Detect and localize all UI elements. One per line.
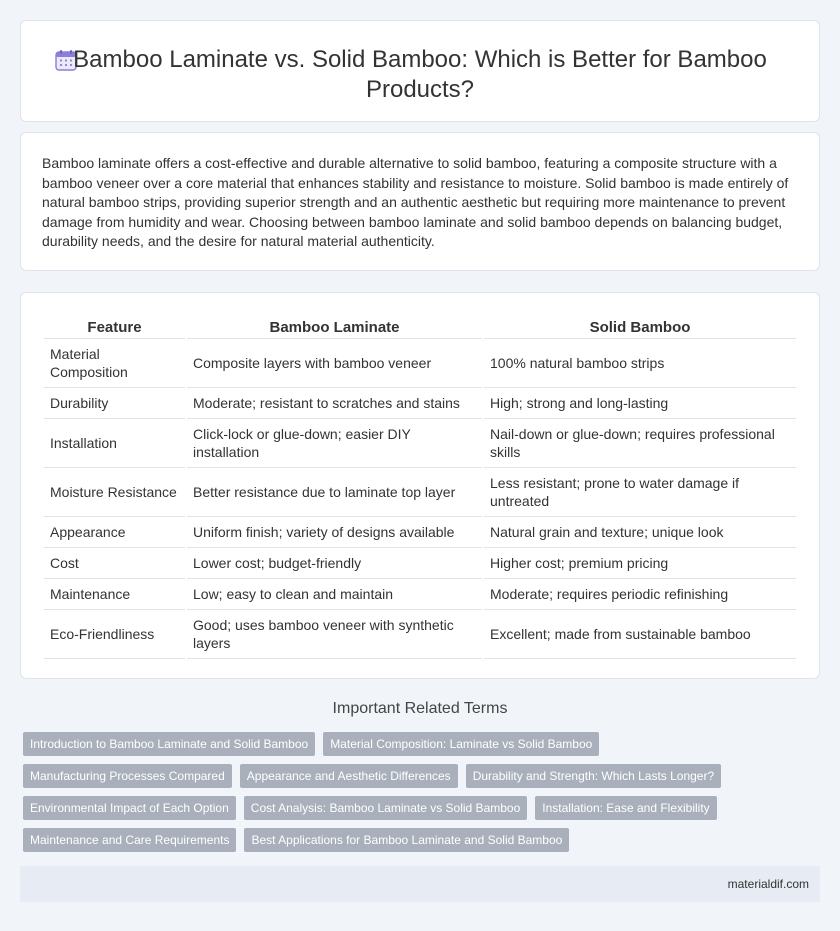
header-feature: Feature: [44, 316, 185, 339]
row-feature: Eco-Friendliness: [44, 610, 185, 659]
row-feature: Cost: [44, 548, 185, 579]
comparison-card: [20, 292, 820, 679]
comparison-table: [42, 316, 798, 659]
footer-site-name: materialdif.com: [727, 877, 809, 891]
row-feature: Durability: [44, 388, 185, 419]
row-laminate: Lower cost; budget-friendly: [187, 548, 482, 579]
header-solid-bamboo: Solid Bamboo: [484, 316, 796, 339]
row-solid: Excellent; made from sustainable bamboo: [484, 610, 796, 659]
related-term-tag[interactable]: Maintenance and Care Requirements: [23, 828, 236, 852]
related-term-tag[interactable]: Material Composition: Laminate vs Solid Bamboo: [323, 732, 599, 756]
header-bamboo-laminate: Bamboo Laminate: [187, 316, 482, 339]
row-feature: Appearance: [44, 517, 185, 548]
table-row: [44, 388, 796, 419]
footer: [20, 866, 820, 902]
table-row: [44, 610, 796, 659]
related-term-tag[interactable]: Cost Analysis: Bamboo Laminate vs Solid Bamboo: [244, 796, 527, 820]
row-solid: Moderate; requires periodic refinishing: [484, 579, 796, 610]
row-solid: Nail-down or glue-down; requires professional skills: [484, 419, 796, 468]
related-term-tag[interactable]: Durability and Strength: Which Lasts Longer?: [466, 764, 721, 788]
related-terms-title: Important Related Terms: [332, 700, 508, 717]
title-card: [20, 20, 820, 122]
table-header-row: [44, 316, 796, 339]
row-laminate: Moderate; resistant to scratches and stains: [187, 388, 482, 419]
related-term-tag[interactable]: Introduction to Bamboo Laminate and Solid Bamboo: [23, 732, 315, 756]
row-feature: Installation: [44, 419, 185, 468]
related-term-tag[interactable]: Appearance and Aesthetic Differences: [240, 764, 458, 788]
table-row: [44, 517, 796, 548]
row-laminate: Low; easy to clean and maintain: [187, 579, 482, 610]
intro-card: [20, 132, 820, 271]
intro-paragraph: Bamboo laminate offers a cost-effective and durable alternative to solid bamboo, featuring a composite structure with a bamboo veneer over a core material that enhances stability and resistance to moisture. Solid bamboo is made entirely of natural bamboo strips, providing superior strength and an authentic aesthetic but requiring more maintenance to prevent damage from humidity and wear. Choosing between bamboo laminate and solid bamboo depends on balancing budget, durability needs, and the desire for natural material authenticity.: [42, 155, 789, 249]
row-laminate: Uniform finish; variety of designs available: [187, 517, 482, 548]
row-solid: Natural grain and texture; unique look: [484, 517, 796, 548]
table-row: [44, 468, 796, 517]
row-laminate: Good; uses bamboo veneer with synthetic layers: [187, 610, 482, 659]
row-laminate: Composite layers with bamboo veneer: [187, 339, 482, 388]
row-solid: Higher cost; premium pricing: [484, 548, 796, 579]
row-laminate: Better resistance due to laminate top layer: [187, 468, 482, 517]
table-row: [44, 548, 796, 579]
row-solid: High; strong and long-lasting: [484, 388, 796, 419]
related-terms-list: [23, 732, 783, 860]
related-term-tag[interactable]: Environmental Impact of Each Option: [23, 796, 236, 820]
row-feature: Material Composition: [44, 339, 185, 388]
row-laminate: Click-lock or glue-down; easier DIY installation: [187, 419, 482, 468]
table-row: [44, 419, 796, 468]
related-term-tag[interactable]: Best Applications for Bamboo Laminate and Solid Bamboo: [244, 828, 569, 852]
related-term-tag[interactable]: Manufacturing Processes Compared: [23, 764, 232, 788]
row-feature: Moisture Resistance: [44, 468, 185, 517]
table-row: [44, 339, 796, 388]
table-row: [44, 579, 796, 610]
related-term-tag[interactable]: Installation: Ease and Flexibility: [535, 796, 716, 820]
page-title: Bamboo Laminate vs. Solid Bamboo: Which is Better for Bamboo Products?: [73, 46, 767, 103]
row-solid: 100% natural bamboo strips: [484, 339, 796, 388]
row-solid: Less resistant; prone to water damage if untreated: [484, 468, 796, 517]
row-feature: Maintenance: [44, 579, 185, 610]
